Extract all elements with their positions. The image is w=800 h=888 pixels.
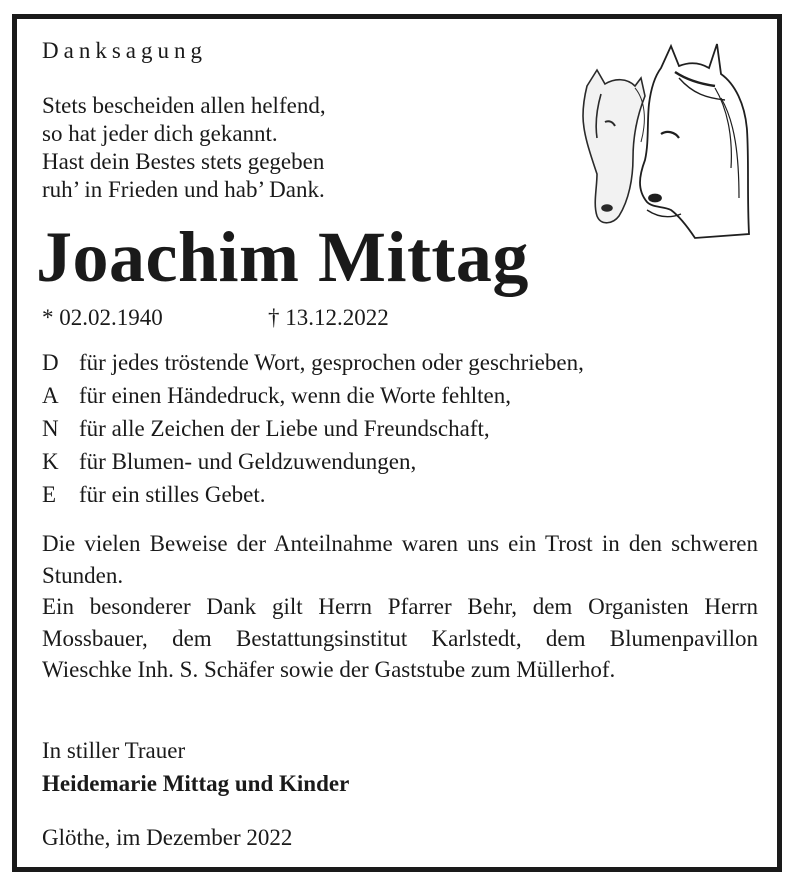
dank-letter: K <box>42 449 59 474</box>
poem <box>42 92 326 204</box>
dank-text: für jedes tröstende Wort, gesprochen oder geschrieben, <box>79 350 584 375</box>
dank-row <box>42 379 584 412</box>
place-date: Glöthe, im Dezember 2022 <box>42 825 293 850</box>
poem-line: Stets bescheiden allen helfend, <box>42 93 326 118</box>
poem-line: so hat jeder dich gekannt. <box>42 121 278 146</box>
dank-row <box>42 412 584 445</box>
dank-row <box>42 445 584 478</box>
horse-front-icon <box>640 44 749 238</box>
horse-back-icon <box>583 70 645 223</box>
poem-line: ruh’ in Frieden und hab’ Dank. <box>42 177 325 202</box>
dank-letter: D <box>42 350 59 375</box>
dank-letter: E <box>42 482 57 507</box>
poem-line: Hast dein Bestes stets gegeben <box>42 149 325 174</box>
dank-letter: N <box>42 416 59 441</box>
special-thanks-paragraph: Ein besonderer Dank gilt Herrn Pfarrer Behr, dem Organisten Herrn Mossbauer, dem Bestattungsinstitut Karlstedt, dem Blumenpavillon Wieschke Inh. S. Schäfer sowie der Gaststube zum Müllerhof. <box>42 594 758 682</box>
dank-letter: A <box>42 383 59 408</box>
dank-acrostic <box>42 346 584 511</box>
mourning-line: In stiller Trauer <box>42 738 186 763</box>
thanks-paragraph: Die vielen Beweise der Anteilnahme waren uns ein Trost in den schweren Stunden. <box>42 531 758 588</box>
birth-date: * 02.02.1940 <box>42 305 163 330</box>
dank-row <box>42 478 584 511</box>
dank-text: für alle Zeichen der Liebe und Freundschaft, <box>79 416 490 441</box>
signers: Heidemarie Mittag und Kinder <box>42 771 350 796</box>
dank-row <box>42 346 584 379</box>
death-date: † 13.12.2022 <box>268 305 389 330</box>
deceased-name: Joachim Mittag <box>36 217 529 297</box>
notice-heading: Danksagung <box>42 38 207 63</box>
dank-text: für ein stilles Gebet. <box>79 482 266 507</box>
horses-illustration <box>575 38 755 258</box>
dank-text: für Blumen- und Geldzuwendungen, <box>79 449 417 474</box>
dank-text: für einen Händedruck, wenn die Worte fehlten, <box>79 383 512 408</box>
